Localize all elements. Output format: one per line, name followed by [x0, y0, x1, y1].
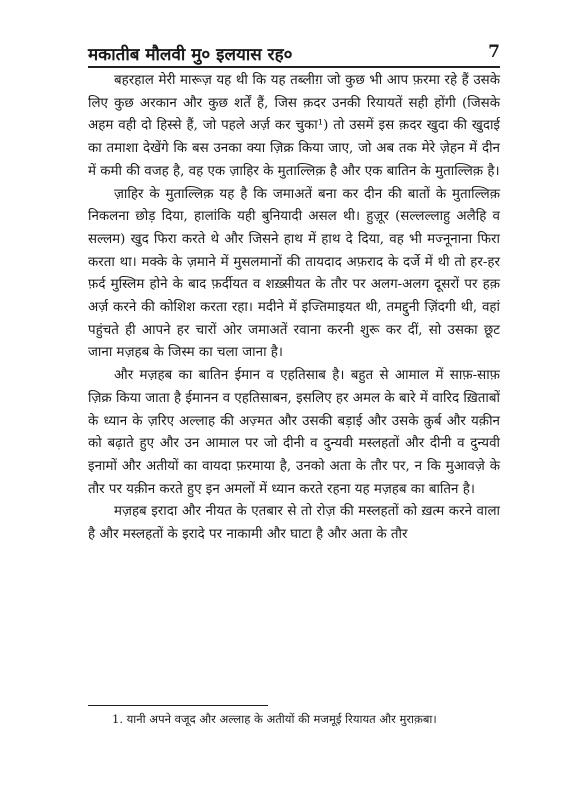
paragraph: ज़ाहिर के मुताल्लिक़ यह है कि जमाअतें बना कर दीन की बातों के मुताल्लिक़ निकलना छोड़ दिया, हालांकि यही बुनियादी असल थी। हुज़ूर (सल्लल्लाहु अलैहि व सल्लम) खुद फिरा करते थे और जिसने हाथ में हाथ दे दिया, वह भी मज्नूनाना फिरा करता था। मक्के के ज़माने में मुसलमानों की तायदाद अफ़राद के दर्जे में थी तो हर-हर फ़र्द मुस्लिम होने के बाद फ़र्दीयत व शख़्सीयत के तौर पर अलग-अलग दूसरों पर हक़ अर्ज़ करने की कोशिश करता रहा। मदीने में इज्तिमाइयत थी, तमद्दुनी ज़िंदगी थी, वहां पहुंचते ही आपने हर चारों ओर जमाअतें रवाना करनी शुरू कर दीं, सो उसका छूट जाना मज़हब के जिस्म का चला जाना है।: [88, 186, 500, 361]
running-header: [88, 40, 500, 68]
footnote: 1. यानी अपने वजूद और अल्लाह के अतीयों की मजमूई रियायत और मुराक़बा।: [112, 712, 437, 726]
paragraph: मज़हब इरादा और नीयत के एतबार से तो रोज़ की मस्लहतों को ख़त्म करने वाला है और मस्लहतों के इरादे पर नाकामी और घाटा है और अता के तौर: [88, 504, 500, 543]
body-text: [88, 70, 500, 547]
footnote-divider: [88, 705, 268, 706]
paragraph: बहरहाल मेरी मारूज़ यह थी कि यह तब्लीग़ जो कुछ भी आप फ़रमा रहे हैं उसके लिए कुछ अरकान और कुछ शर्तें हैं, जिस क़दर उनकी रियायतें सही होंगी (जिसके अहम वही दो हिस्से हैं, जो पहले अर्ज़ कर चुका¹) तो उसमें इस क़दर खुदा की खुदाई का तमाशा देखेंगे कि बस उनका क्या ज़िक्र किया जाए, जो अब तक मेरे ज़ेहन में दीन में कमी की वजह है, वह एक ज़ाहिर के मुताल्लिक़ है और एक बातिन के मुताल्लिक़ है।: [88, 73, 500, 179]
header-title: मकातीब मौलवी मु० इलयास रह०: [88, 45, 293, 65]
paragraph: और मज़हब का बातिन ईमान व एहतिसाब है। बहुत से आमाल में साफ़-साफ़ ज़िक्र किया जाता है ईमानन व एहतिसाबन, इसलिए हर अमल के बारे में वारिद ख़िताबों के ध्यान के ज़रिए अल्लाह की अज़्मत और उसकी बड़ाई और उसके क़ुर्ब और यक़ीन को बढ़ाते हुए और उन आमाल पर जो दीनी व दुन्यवी मस्लहतों और दीनी व दुन्यवी इनामों और अतीयों का वायदा फ़रमाया है, उनको अता के तौर पर, न कि मुआवज़े के तौर पर यक़ीन करते हुए इन अमलों में ध्यान करते रहना यह मज़हब का बातिन है।: [88, 368, 500, 497]
page-number: 7: [488, 42, 500, 62]
